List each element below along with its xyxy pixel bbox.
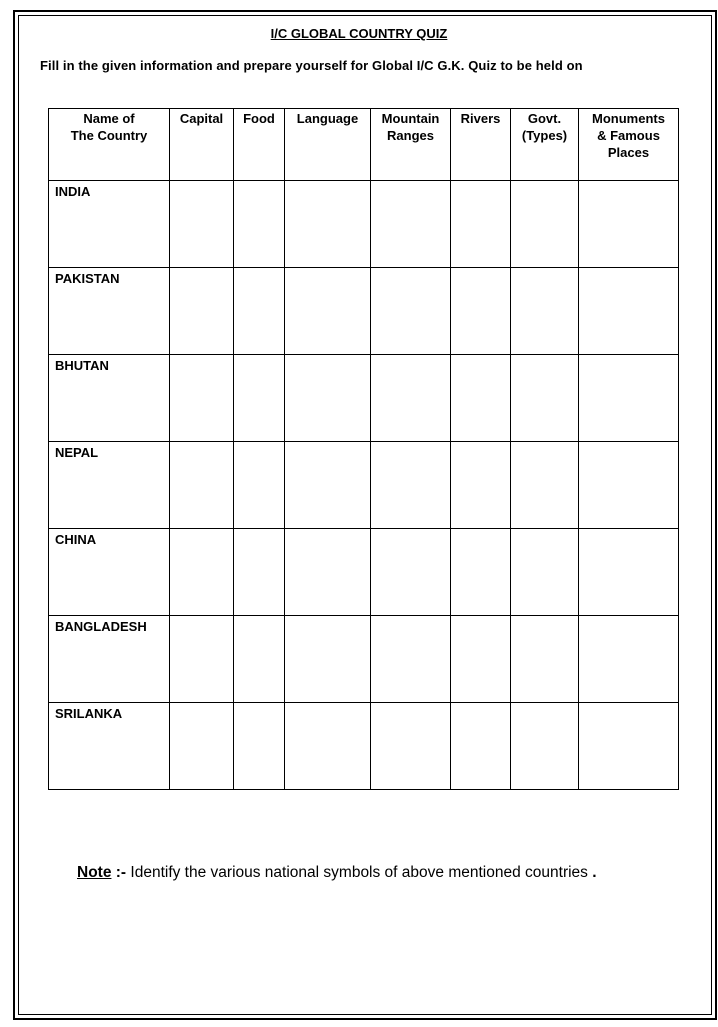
govt-types-cell[interactable] <box>511 181 579 268</box>
monuments-cell[interactable] <box>579 442 679 529</box>
capital-cell[interactable] <box>170 703 234 790</box>
rivers-cell[interactable] <box>451 529 511 616</box>
mountain-ranges-cell[interactable] <box>371 355 451 442</box>
header-language-label: Language <box>296 111 359 126</box>
quiz-table <box>48 108 679 790</box>
table-header-row <box>49 109 679 181</box>
table-row <box>49 616 679 703</box>
table-row <box>49 181 679 268</box>
govt-types-cell[interactable] <box>511 268 579 355</box>
monuments-cell[interactable] <box>579 616 679 703</box>
note-end: . <box>592 864 597 881</box>
govt-types-cell[interactable] <box>511 616 579 703</box>
govt-types-cell[interactable] <box>511 529 579 616</box>
monuments-cell[interactable] <box>579 703 679 790</box>
capital-cell[interactable] <box>170 268 234 355</box>
language-cell[interactable] <box>285 703 371 790</box>
header-country <box>49 109 170 181</box>
language-cell[interactable] <box>285 268 371 355</box>
language-cell[interactable] <box>285 442 371 529</box>
header-language <box>285 109 371 181</box>
rivers-cell[interactable] <box>451 268 511 355</box>
note-label: Note <box>77 864 112 881</box>
header-govt-line1: Govt. <box>527 111 562 126</box>
govt-types-cell[interactable] <box>511 442 579 529</box>
capital-cell[interactable] <box>170 181 234 268</box>
mountain-ranges-cell[interactable] <box>371 442 451 529</box>
food-cell[interactable] <box>234 529 285 616</box>
country-cell <box>49 355 170 442</box>
country-name: INDIA <box>55 184 91 199</box>
mountain-ranges-cell[interactable] <box>371 268 451 355</box>
capital-cell[interactable] <box>170 616 234 703</box>
capital-cell[interactable] <box>170 355 234 442</box>
food-cell[interactable] <box>234 355 285 442</box>
monuments-cell[interactable] <box>579 355 679 442</box>
mountain-ranges-cell[interactable] <box>371 181 451 268</box>
monuments-cell[interactable] <box>579 268 679 355</box>
rivers-cell[interactable] <box>451 181 511 268</box>
monuments-cell[interactable] <box>579 529 679 616</box>
country-cell <box>49 181 170 268</box>
header-food-label: Food <box>243 111 275 126</box>
header-mountain-line2: Ranges <box>387 128 434 143</box>
food-cell[interactable] <box>234 268 285 355</box>
capital-cell[interactable] <box>170 529 234 616</box>
country-cell <box>49 268 170 355</box>
govt-types-cell[interactable] <box>511 703 579 790</box>
country-name: BHUTAN <box>55 358 109 373</box>
table-row <box>49 703 679 790</box>
header-country-line2: The Country <box>70 128 148 143</box>
country-cell <box>49 529 170 616</box>
country-cell <box>49 703 170 790</box>
mountain-ranges-cell[interactable] <box>371 616 451 703</box>
header-mountain-line1: Mountain <box>381 111 440 126</box>
country-name: SRILANKA <box>55 706 123 721</box>
country-name: BANGLADESH <box>55 619 147 634</box>
food-cell[interactable] <box>234 616 285 703</box>
language-cell[interactable] <box>285 529 371 616</box>
note-separator: :- <box>115 864 127 881</box>
header-rivers <box>451 109 511 181</box>
note-text <box>77 864 597 882</box>
instruction-text: Fill in the given information and prepare yourself for Global I/C G.K. Quiz to be held on <box>40 58 583 73</box>
header-monuments-line3: Places <box>607 145 650 160</box>
table-row <box>49 529 679 616</box>
food-cell[interactable] <box>234 181 285 268</box>
header-food <box>234 109 285 181</box>
page-title: I/C GLOBAL COUNTRY QUIZ <box>270 26 448 41</box>
language-cell[interactable] <box>285 355 371 442</box>
header-rivers-label: Rivers <box>460 111 501 126</box>
mountain-ranges-cell[interactable] <box>371 703 451 790</box>
rivers-cell[interactable] <box>451 442 511 529</box>
govt-types-cell[interactable] <box>511 355 579 442</box>
country-name: PAKISTAN <box>55 271 120 286</box>
note-body: Identify the various national symbols of above mentioned countries <box>126 864 593 881</box>
rivers-cell[interactable] <box>451 703 511 790</box>
food-cell[interactable] <box>234 703 285 790</box>
language-cell[interactable] <box>285 181 371 268</box>
header-monuments-line2: & Famous <box>597 128 660 143</box>
header-govt-types <box>511 109 579 181</box>
rivers-cell[interactable] <box>451 616 511 703</box>
table-row <box>49 268 679 355</box>
mountain-ranges-cell[interactable] <box>371 529 451 616</box>
language-cell[interactable] <box>285 616 371 703</box>
country-cell <box>49 442 170 529</box>
table-row <box>49 442 679 529</box>
country-cell <box>49 616 170 703</box>
country-name: CHINA <box>55 532 97 547</box>
monuments-cell[interactable] <box>579 181 679 268</box>
table-row <box>49 355 679 442</box>
header-mountain-ranges <box>371 109 451 181</box>
header-monuments <box>579 109 679 181</box>
header-govt-line2: (Types) <box>521 128 568 143</box>
country-name: NEPAL <box>55 445 99 460</box>
rivers-cell[interactable] <box>451 355 511 442</box>
header-country-line1: Name of <box>83 111 135 126</box>
header-capital-label: Capital <box>179 111 224 126</box>
food-cell[interactable] <box>234 442 285 529</box>
capital-cell[interactable] <box>170 442 234 529</box>
header-capital <box>170 109 234 181</box>
header-monuments-line1: Monuments <box>592 111 665 126</box>
